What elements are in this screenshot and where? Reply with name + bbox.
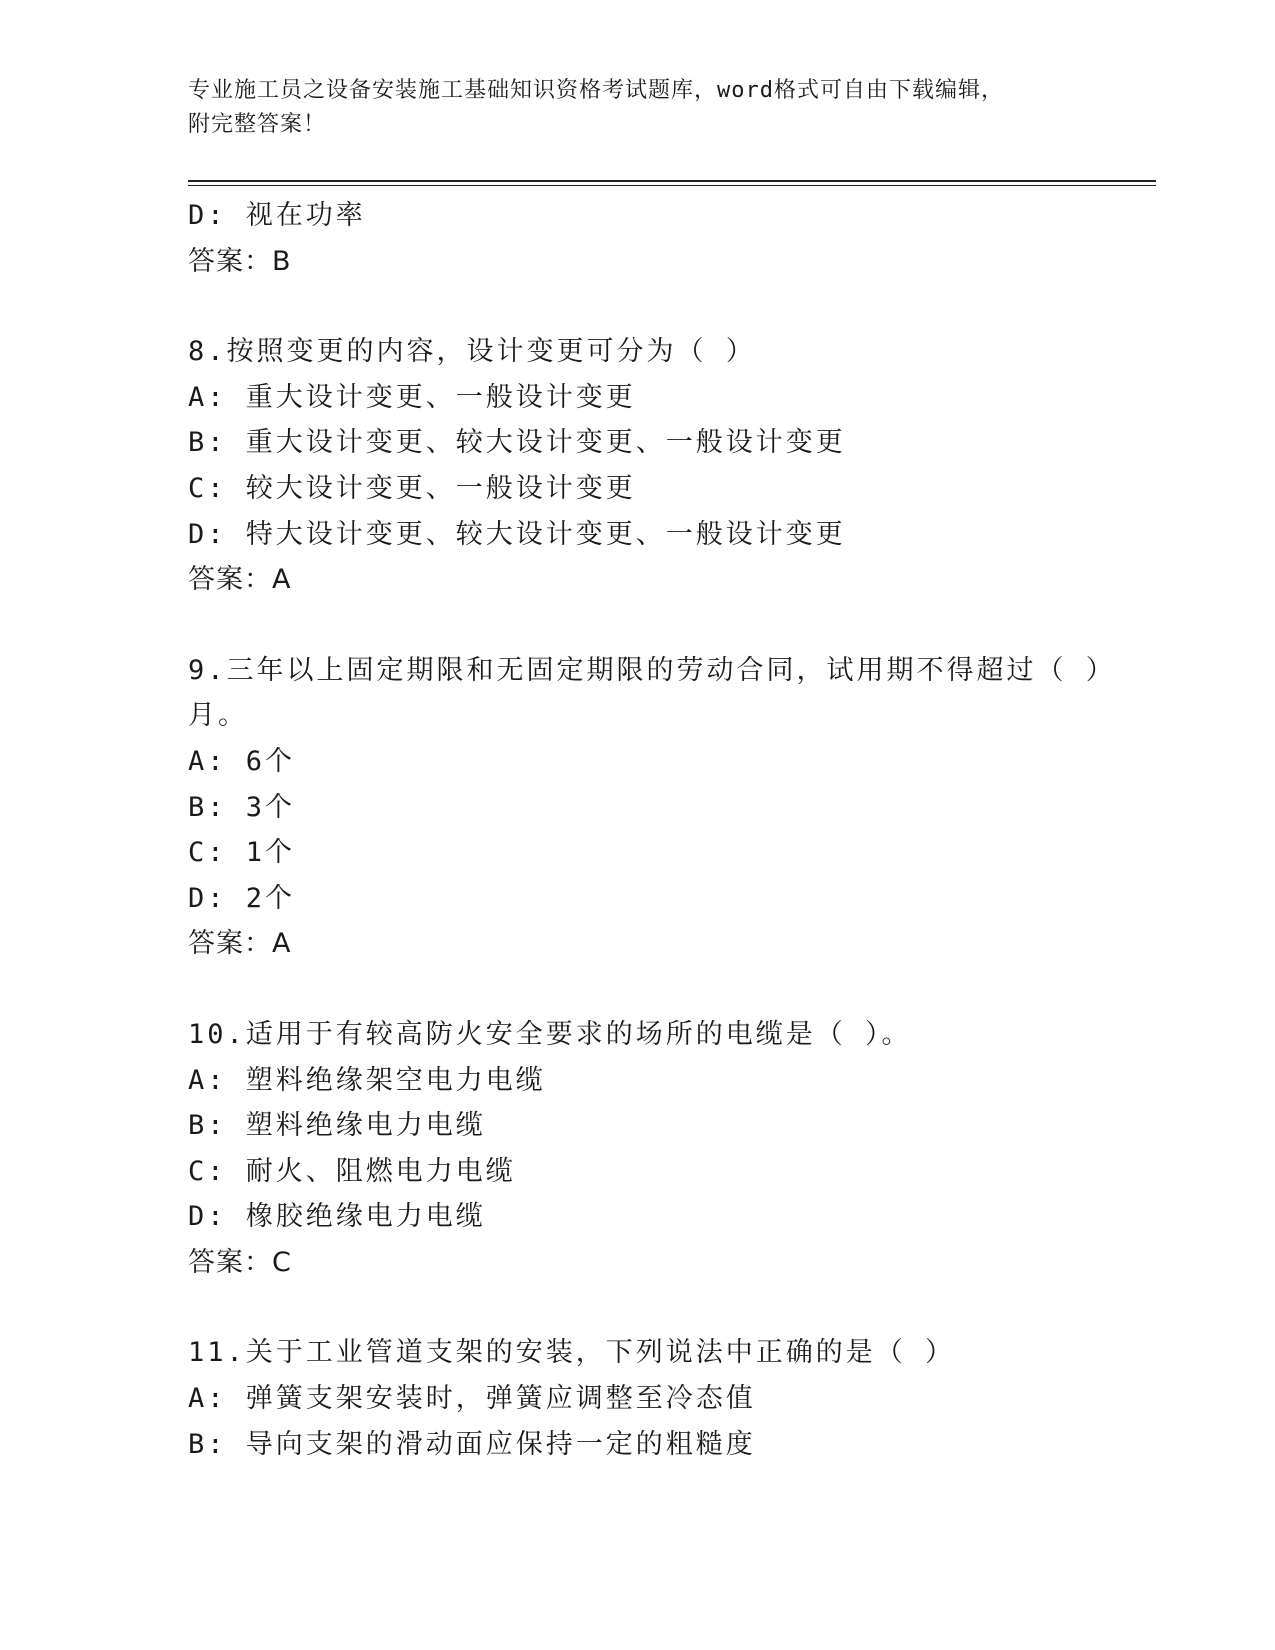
question-7-tail	[188, 193, 1088, 284]
question-8	[188, 329, 1088, 603]
header-line-2: 附完整答案！	[188, 112, 327, 137]
option-a: A: 弹簧支架安装时，弹簧应调整至冷态值	[188, 1383, 756, 1415]
question-9	[188, 648, 1116, 967]
question-stem-continuation: 月。	[188, 700, 248, 732]
header-divider-bottom	[188, 185, 1156, 186]
option-d: D: 橡胶绝缘电力电缆	[188, 1201, 486, 1233]
option-c: C: 较大设计变更、一般设计变更	[188, 472, 636, 504]
answer-label: 答案：A	[188, 928, 292, 960]
question-stem: 10.适用于有较高防火安全要求的场所的电缆是（ ）。	[188, 1018, 912, 1050]
answer-label: 答案：A	[188, 564, 292, 596]
question-stem: 9.三年以上固定期限和无固定期限的劳动合同，试用期不得超过（ ）	[188, 654, 1116, 686]
option-b: B: 3个	[188, 791, 296, 823]
question-10	[188, 1012, 1088, 1286]
option-d: D: 视在功率	[188, 200, 366, 231]
option-a: A: 6个	[188, 745, 296, 777]
question-stem: 11.关于工业管道支架的安装，下列说法中正确的是（ ）	[188, 1337, 956, 1369]
header-line-1: 专业施工员之设备安装施工基础知识资格考试题库，word格式可自由下载编辑，	[188, 78, 1004, 103]
answer-label: 答案：B	[188, 245, 292, 277]
option-c: C: 1个	[188, 837, 296, 869]
option-c: C: 耐火、阻燃电力电缆	[188, 1155, 516, 1187]
answer-label: 答案：C	[188, 1246, 292, 1278]
question-11	[188, 1330, 1088, 1467]
document-header	[188, 74, 1068, 142]
option-a: A: 塑料绝缘架空电力电缆	[188, 1064, 546, 1096]
question-stem: 8.按照变更的内容，设计变更可分为（ ）	[188, 336, 756, 368]
header-divider-top	[188, 180, 1156, 182]
question-list	[188, 193, 1116, 1467]
option-b: B: 塑料绝缘电力电缆	[188, 1110, 486, 1142]
option-b: B: 重大设计变更、较大设计变更、一般设计变更	[188, 427, 846, 459]
option-d: D: 2个	[188, 882, 296, 914]
option-a: A: 重大设计变更、一般设计变更	[188, 381, 636, 413]
option-d: D: 特大设计变更、较大设计变更、一般设计变更	[188, 518, 846, 550]
option-b: B: 导向支架的滑动面应保持一定的粗糙度	[188, 1428, 756, 1460]
